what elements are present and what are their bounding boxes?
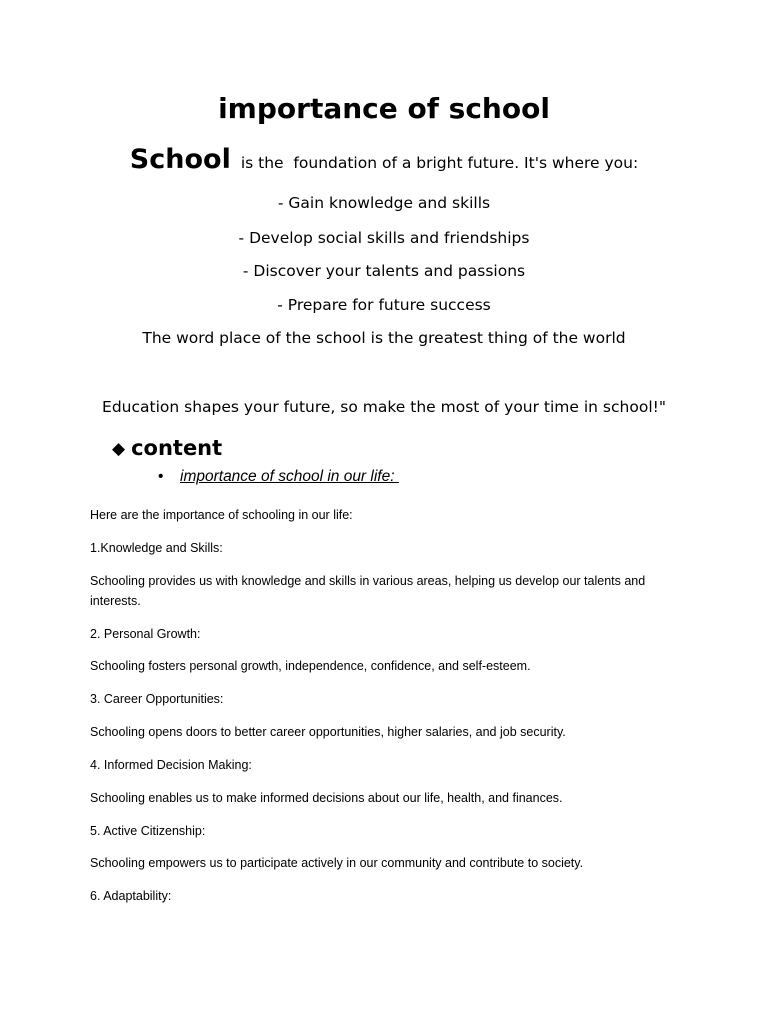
sub-heading-text: importance of school in our life: — [180, 468, 399, 485]
section-heading: 3. Career Opportunities: — [90, 692, 224, 706]
diamond-bullet-icon: ◆ — [112, 439, 126, 459]
section-heading: 2. Personal Growth: — [90, 627, 201, 641]
intro-line — [0, 144, 768, 179]
content-heading — [112, 434, 222, 463]
paragraph: Schooling empowers us to participate actively in our community and contribute to society. — [90, 856, 584, 870]
content-heading-text: content — [131, 436, 223, 460]
sub-bullet — [158, 466, 399, 488]
intro-text: is the foundation of a bright future. It's where you: — [240, 154, 639, 172]
point-item: - Develop social skills and friendships — [238, 229, 530, 247]
intro-lead-word: School — [129, 144, 231, 175]
section-heading: 1.Knowledge and Skills: — [90, 541, 223, 555]
point-item: - Discover your talents and passions — [242, 262, 526, 280]
section-heading: 5. Active Citizenship: — [90, 824, 206, 838]
quote-line: Education shapes your future, so make the most of your time in school!" — [102, 398, 666, 416]
point-item: - Prepare for future success — [277, 296, 491, 314]
section-heading: 4. Informed Decision Making: — [90, 758, 252, 772]
paragraph: Schooling enables us to make informed decisions about our life, health, and finances. — [90, 791, 563, 805]
bullet-dot-icon: • — [158, 468, 164, 485]
paragraph: Here are the importance of schooling in our life: — [90, 508, 353, 522]
paragraph: Schooling fosters personal growth, independence, confidence, and self-esteem. — [90, 659, 531, 673]
page-title: importance of school — [218, 92, 550, 125]
section-heading: 6. Adaptability: — [90, 889, 172, 903]
point-item: - Gain knowledge and skills — [277, 194, 491, 212]
paragraph: Schooling opens doors to better career opportunities, higher salaries, and job security. — [90, 725, 566, 739]
statement-line: The word place of the school is the greatest thing of the world — [142, 329, 626, 347]
paragraph: Schooling provides us with knowledge and skills in various areas, helping us develop our talents and interests. — [90, 574, 646, 608]
